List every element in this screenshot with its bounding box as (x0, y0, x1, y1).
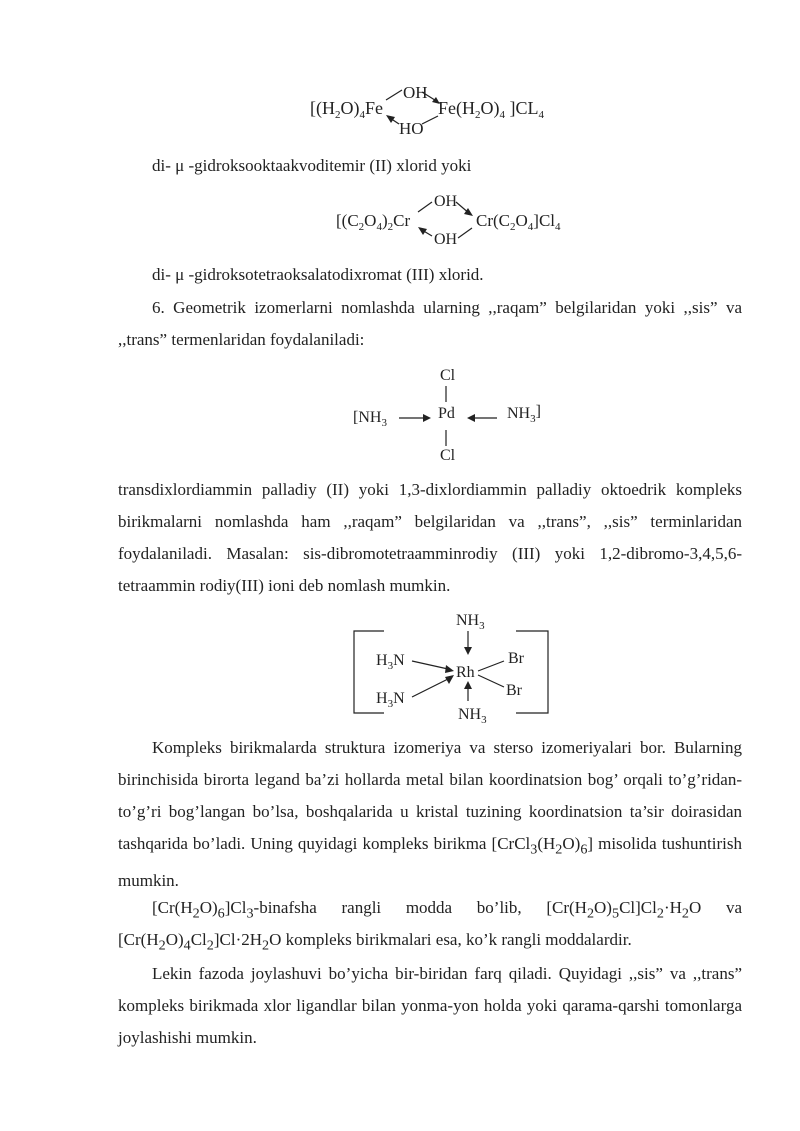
svg-text:Cr(C2O4]Cl4: $Cr(C_2O_4]Cl_4$ (476, 211, 561, 233)
formula-pd-complex (345, 360, 565, 468)
svg-text:NH3: $NH_3$ (456, 612, 485, 632)
pd-center: Pd (438, 405, 455, 422)
paragraph-trans: transdixlordiammin palladiy (II) yoki 1,3-dixlordiammin palladiy oktoedrik kompleks birikmalarni nomlashda ham ,,raqam” belgilaridan va ,,trans”, ,,sis” terminlaridan foydalaniladi. Masalan: sis-dibromotetraamminrodiy (III) yoki 1,2-dibromo-3,4,5,6-tetraammin rodiy(III) ioni deb nomlash mumkin. (118, 480, 742, 595)
formula-fe-complex (300, 78, 560, 142)
paragraph-cr-line1: $[Cr(H_2O)_6]Cl_3$-binafsha rangli modda bo’lib, $[Cr(H_2O)_5Cl]Cl_2\cdot H_2O$ va (152, 898, 742, 922)
crcl3-formula: $[CrCl_3(H_2O)_6]$ misolida tushuntirish mumkin. (118, 834, 742, 891)
caption-fe: di- μ -gidroksooktaakvoditemir (II) xlorid yoki (152, 156, 472, 175)
svg-text:[NH3: [$NH_3$ (353, 409, 387, 429)
paragraph-lekin: Lekin fazoda joylashuvi bo’yicha bir-biridan farq qiladi. Quyidagi ,,sis” va ,,trans” kompleks birikmada xlor ligandlar bilan yonma-yon holda yoki qarama-qarshi tomonlarga joylashishi mumkin. (118, 964, 742, 1047)
br-1: Br (508, 650, 524, 667)
cl-top: Cl (440, 367, 456, 384)
paragraph-kompleks: Kompleks birikmalarda struktura izomeriya va sterso izomeriyalari bor. Bularning birinchisida birorta legand ba’zi hollarda metal bilan koordinatsion bog’ orqali to’g’ridan-to’g’ri bog’langan bo’lsa, boshqalarida u kristal tuzining koordinatsion ta’sir doirasidan tashqarida bo’ladi. Uning quyidagi kompleks birikma $[CrCl_3(H_2O)_6]$ misolida tushuntirish mumkin. (118, 738, 742, 891)
br-2: Br (506, 682, 522, 699)
svg-text:NH3: $NH_3$ (458, 706, 487, 726)
svg-text:H3N: $H_3N$ (376, 652, 405, 672)
formula-cr-complex (330, 188, 590, 252)
rh-center: Rh (456, 664, 475, 681)
ho-bottom: HO (399, 119, 424, 138)
oh-top: OH (434, 193, 458, 210)
oh-bottom: OH (434, 231, 458, 248)
svg-text:[(C2O4)2Cr: [$(C_2O_4)_2Cr$ (336, 211, 411, 233)
cl-bottom: Cl (440, 447, 456, 464)
caption-cr: di- μ -gidroksotetraoksalatodixromat (III) xlorid. (152, 265, 484, 284)
formula-rh-complex (350, 605, 560, 727)
oh-top: OH (403, 83, 428, 102)
svg-text:H3N: $H_3N$ (376, 690, 405, 710)
paragraph-6: 6. Geometrik izomerlarni nomlashda ularning ,,raqam” belgilaridan yoki ,,sis” va ,,trans” termenlaridan foydalaniladi: (118, 298, 742, 349)
svg-text:Fe(H2O)4 ]CL4: $Fe(H_2O)_4$ ]$CL_4$ (438, 98, 544, 121)
svg-text:[(H2O)4Fe: [$(H_2O)_4Fe$ (310, 98, 383, 121)
svg-text:NH3]: $NH_3$] (507, 403, 541, 425)
paragraph-cr-line2: $[Cr(H_2O)_4Cl_2]Cl\cdot 2H_2O$ kompleks birikmalari esa, ko’k rangli moddalardir. (118, 930, 632, 954)
